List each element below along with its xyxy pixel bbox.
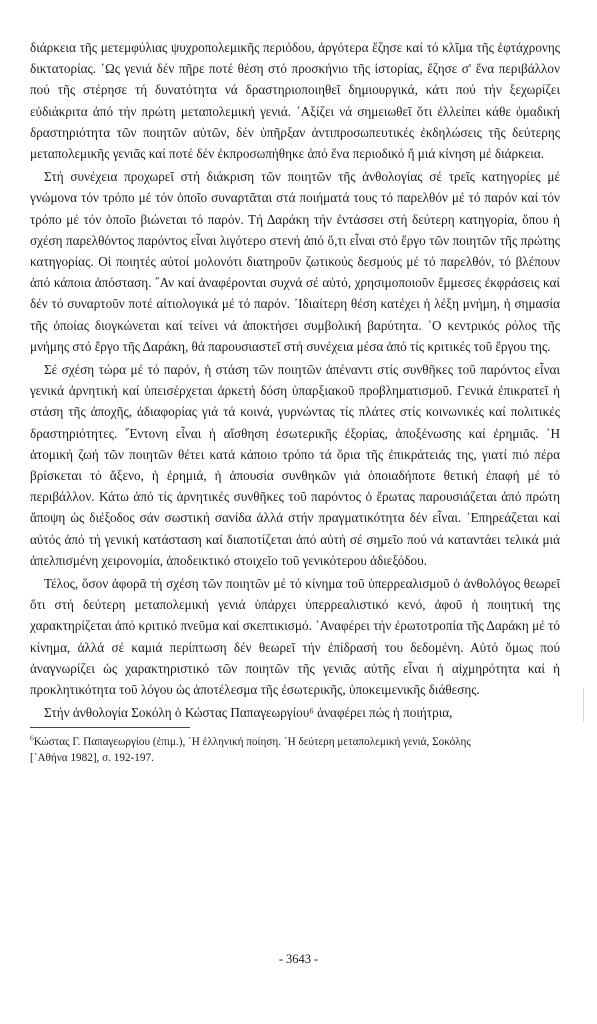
text-line: διάρκεια τῆς μετεμφύλιας ψυχροπολεμικῆς περιόδου, ἀργότερα ἔζησε καί τό κλῖμα [30, 40, 477, 55]
paragraph-1 [30, 37, 560, 164]
text-line: μική γενιά. ᾿Αξίζει νά σημειωθεῖ ὅτι ἐλλείπει κάθε ὁμαδική δραστηριότητα τῶν [30, 103, 560, 140]
text-line: ἔμμεσες ἐκφράσεις καί δέν τό συναρτοῦν ποτέ αἰτιολογικά μέ τό παρόν. ᾿Ιδιαίτε [30, 275, 560, 312]
text-line: λεμικῆς γενιᾶς καί ποτέ δέν ἐκπροσωπήθηκε ἀπό ἕνα περιοδικό ἤ μιά κίνηση μέ [68, 146, 495, 162]
text-line: ζεται ἀπό αὐτή σέ σημεῖο πού νά καταντάει τελικά μιά ἀπελπισμένη χειρονομία, [30, 531, 560, 568]
document-page [30, 37, 560, 767]
text-line: κη τήν ἐντάσσει στή δεύτερη κατηγορία, ὅπου ἡ σχέση παρελθόντος παρόντος [30, 211, 560, 248]
paragraph-2 [30, 166, 560, 357]
text-line: Στή συνέχεια προχωρεῖ στή διάκριση τῶν ποιητῶν τῆς ἀνθολογίας σέ τρεῖς [44, 169, 482, 185]
text-line: τό περιβάλλον. Κάτω ἀπό τίς ἀρνητικές συνθῆκες τοῦ παρόντος ὁ ἔρωτας παρου [30, 468, 560, 505]
text-line: ποιητῶν αὐτῶν, δέν ὑπῆρξαν ἀντιπροσωπευτικές ἐκδηλώσεις τῆς δεύτερης μεταπο [30, 124, 560, 162]
text-line: κατηγορίες μέ γνώμονα τόν τρόπο μέ τόν ὁποῖο συναρτᾶται στά ποιήματά τους τό [30, 169, 560, 206]
scan-edge-mark [583, 688, 584, 722]
text-line: τικότητα δέν εἶναι. ᾿Επηρεάζεται καί αὐτός ἀπό τή γενική κατάσταση καί διαποτί [30, 510, 560, 547]
paragraph-3 [30, 359, 560, 571]
text-line: κενό, ἀφοῦ ἡ ποιητική της χαρακτηρίζεται ἀπό κριτικό πνεῦμα καί σκεπτικισμό. [30, 597, 560, 634]
text-line: Τέλος, ὅσον ἀφορᾶ τή σχέση τῶν ποιητῶν μέ τό κίνημα τοῦ ὑπερρεαλισμοῦ ὁ [44, 576, 464, 592]
footnote [30, 734, 560, 767]
text-line: εἶναι λιγότερο στενή ἀπό ὅ,τι εἶναι στό ἔργο τῶν ποιητῶν τῆς πρώτης κατηγορίας. [30, 232, 560, 270]
text-line: ἀποδεικτικό στοιχεῖο τοῦ γενικότερου ἀδιεξόδου. [166, 552, 427, 568]
page-number: - 3643 - [278, 952, 319, 966]
text-line: Οἱ ποιητές αὐτοί μολονότι διατηροῦν ζωτικούς δεσμούς μέ τό παρελθόν, τό βλέ [98, 254, 535, 270]
text-line: ἀποκτήσει συμβολική βαρύτητα. ῾Ο κεντρικός ρόλος τῆς μνήμης στό ἔργο τῆς [30, 317, 560, 354]
text-line: Στήν ἀνθολογία Σοκόλη ὁ Κώστας Παπαγεωργίου⁶ ἀναφέρει πώς ἡ ποιήτρια, [44, 705, 453, 721]
footnote-line: Κώστας Γ. Παπαγεωργίου (ἐπιμ.), ῾Η ἑλληνική ποίηση. ῾Η δεύτερη μεταπολεμική γενιά, Σοκόλης [33, 735, 471, 748]
paragraph-5 [30, 702, 560, 723]
text-line: νώντας τίς πλάτες στίς κοινωνικές καί πολιτικές δραστηριότητες. ῎Εντονη εἶναι ἡ [30, 404, 560, 441]
text-line: αἴσθηση ἐσωτερικῆς ἐξορίας, ἀποξένωσης καί ἐρημιᾶς. ῾Η ἀτομική ζωή τῶν [30, 425, 560, 462]
text-line: ρη θέση κατέχει ἡ λέξη μνήμη, ἡ σημασία τῆς ὁποίας διογκώνεται καί τείνει νά [30, 296, 560, 333]
text-line: ποιητῶν θέτει κατά κάποιο τρόπο τά ὅρια τῆς ἐπικράτειάς της, γιατί πιό πέρα βρί [30, 446, 560, 484]
text-line: ᾿Αναφέρει τήν ἐρωτοτροπία τῆς Δαράκη μέ τό κίνημα, ἀλλά σέ καμιά περίπτωση [30, 618, 560, 655]
text-line: πουν ἀπό κάποια ἀπόσταση. ῎Αν καί ἀναφέρονται συχνά σέ αὐτό, χρησιμοποιοῦν [30, 254, 560, 291]
text-line: βληματισμοῦ. Γενικά ἐπικρατεῖ ἡ στάση τῆς ἀποχῆς, ἀδιαφορίας γιά τά κοινά, γυρ [30, 383, 560, 420]
text-line: Δαράκη, θά παρουσιαστεῖ στή συνέχεια μέσα ἀπό τίς κριτικές τοῦ ἔργου της. [142, 338, 551, 354]
text-line: ἱστορίας, ἔζησε σ' ἕνα περιβάλλον πού τῆς στέρησε τή δυνατότητα νά δραστηριο [30, 61, 560, 98]
text-line: δέν θεωρεῖ τήν ἐπίδρασή του δεδομένη. Αὐτό ὅμως πού ἀναγνωρίζει ὡς χαρακτη [30, 639, 560, 676]
text-line: ποιηθεῖ δημιουργικά, κάτι πού τήν ξεχωρίζει εὐδιάκριτα ἀπό τήν πρώτη μεταπολε [30, 82, 561, 119]
footnote-marker: 6 [30, 732, 34, 742]
text-line: ἀνθολόγος θεωρεῖ ὅτι στή δεύτερη μεταπολεμική γενιά ὑπάρχει ὑπερρεαλιστικό [30, 576, 560, 613]
text-line: σκεται τό ἄξενο, ἡ ἐρημιά, ἡ ἀπουσία συνθηκῶν γιά ὁποιαδήποτε θετική ἐπαφή μέ [46, 468, 549, 484]
text-line: σιάζεται ἀπό πρώτη ἄποψη ὡς διέξοδος σάν σωστική σανίδα ἀλλά στήν πραγμα [30, 489, 560, 526]
text-line: ριστικό τῶν ποιητῶν τῆς γενιᾶς αὐτῆς εἶναι ἡ αἰχμηρότητα καί ἡ προκλητικότητα [30, 660, 560, 698]
text-line: διάρκεια. [494, 146, 545, 162]
text-line: τῆς ἑφτάχρονης δικτατορίας. ῾Ως γενιά δέν πῆρε ποτέ θέση στό προσκήνιο τῆς [30, 40, 560, 77]
footnote-line: [᾿Αθήνα 1982], σ. 192-197. [30, 752, 154, 764]
text-line: παρελθόν μέ τό παρόν καί τόν τρόπο μέ τόν ὁποῖο βιώνεται τό παρόν. Τή Δαρά [30, 190, 560, 227]
paragraph-4 [30, 573, 560, 700]
text-line: Σέ σχέση τώρα μέ τό παρόν, ἡ στάση τῶν ποιητῶν ἀπέναντι στίς συνθῆκες τοῦ [44, 362, 481, 378]
footnote-divider [30, 727, 190, 728]
text-line: παρόντος εἶναι γενικά ἀρνητική καί ὑπεισέρχεται ἀρκετή δόση ὑπαρξιακοῦ προ [30, 362, 560, 399]
text-line: τοῦ λόγου ὡς ἀποτέλεσμα τῆς ἐσωτερικῆς, ὑποκειμενικῆς διάθεσης. [119, 682, 480, 698]
